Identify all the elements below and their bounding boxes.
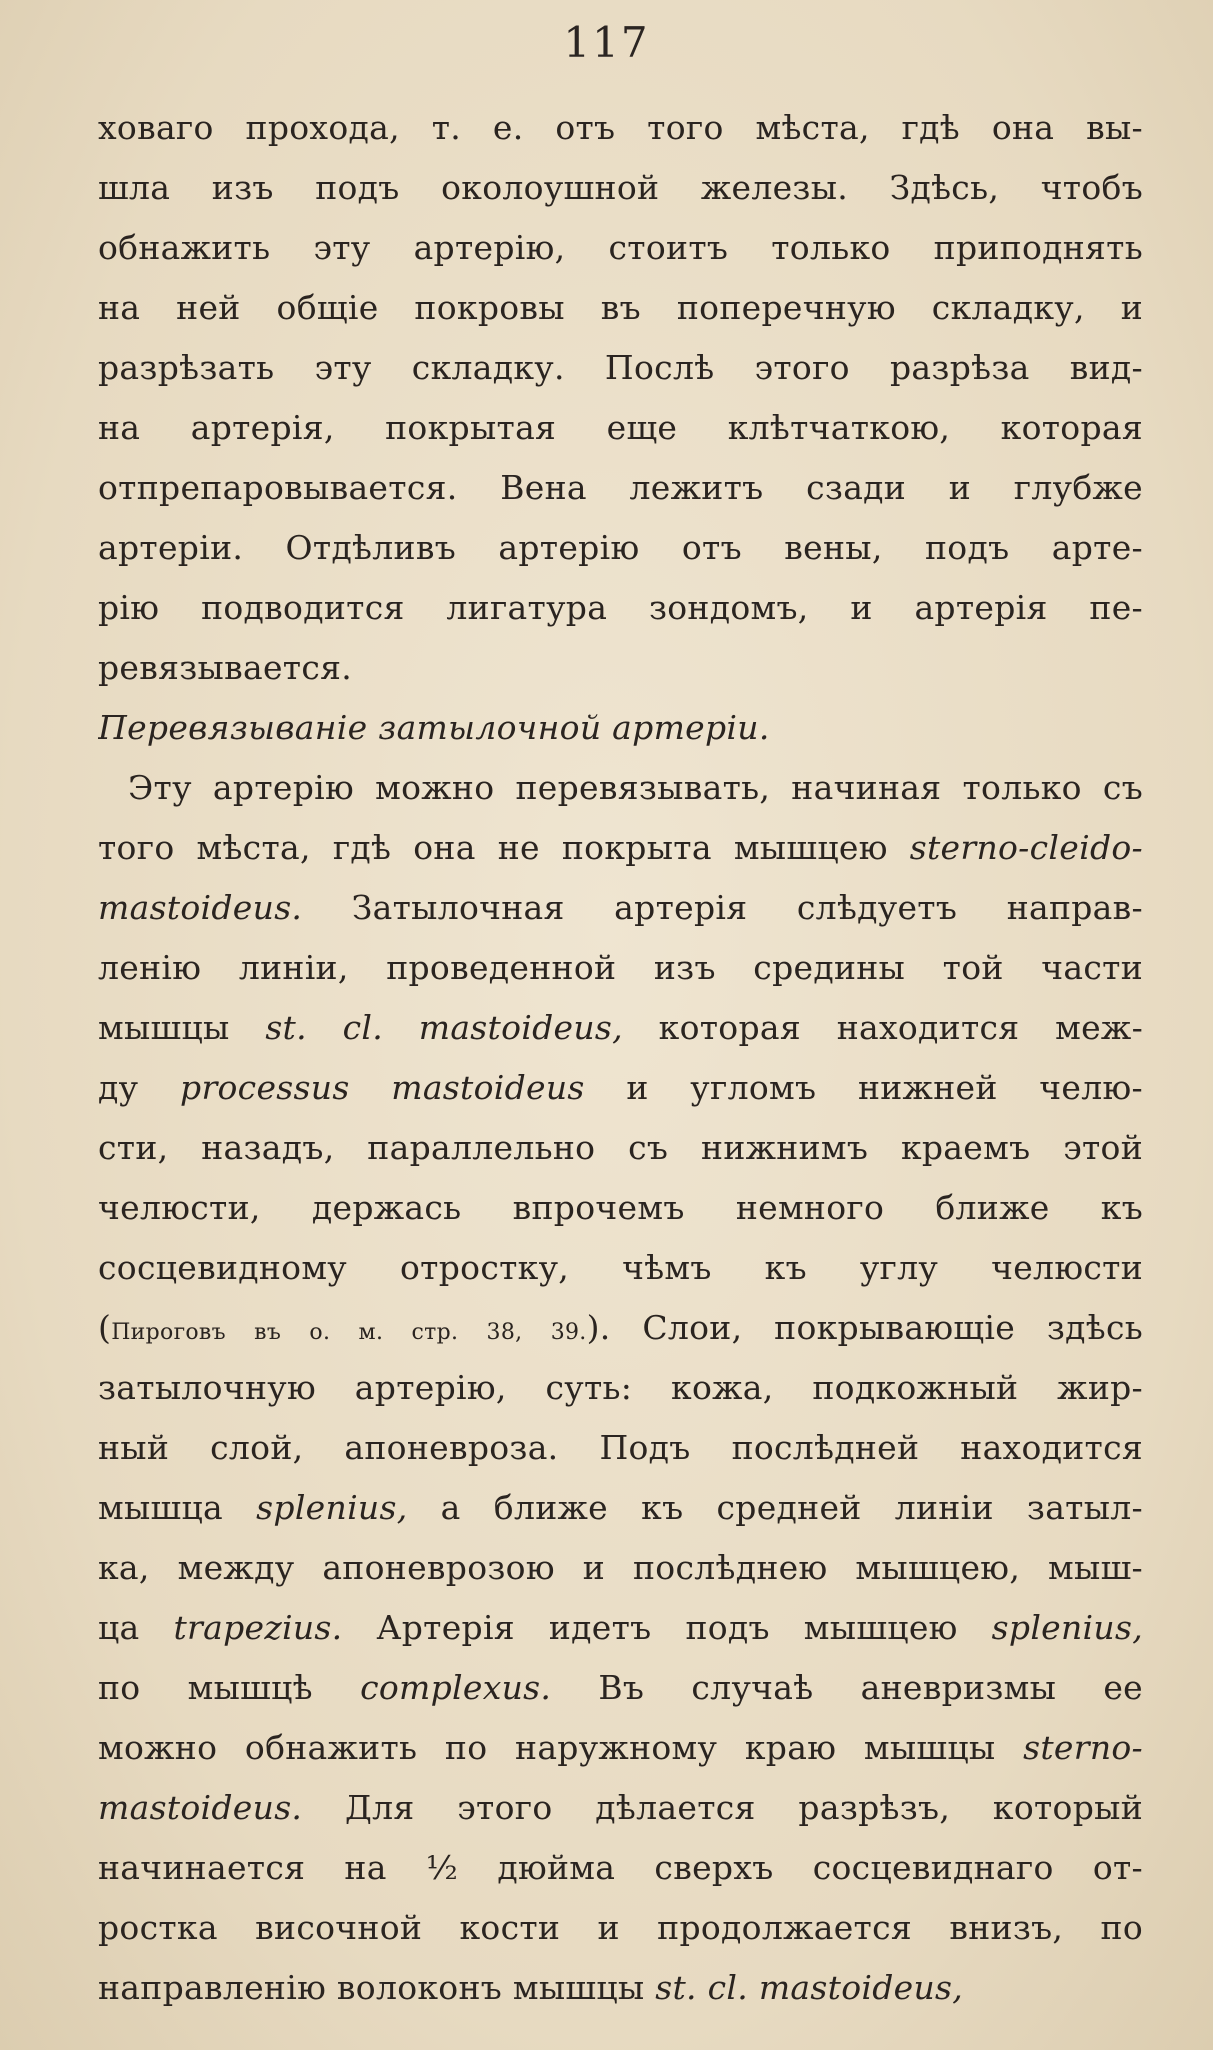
latin-term: splenius, (256, 1488, 408, 1527)
latin-term: sterno-cleido- (909, 828, 1143, 867)
text-run: ростка височной кости и продолжается внизъ, по (98, 1908, 1143, 1947)
text-run: того мѣста, гдѣ она не покрыта мышцею (98, 828, 910, 867)
body-text (98, 98, 1143, 2018)
text-line (98, 1178, 1143, 1238)
text-run: Перевязываніе затылочной артеріи. (98, 708, 770, 747)
text-line (98, 878, 1143, 938)
section-heading (98, 698, 1143, 758)
latin-term: splenius, (991, 1608, 1143, 1647)
text-run: а ближе къ средней линіи затыл- (407, 1488, 1143, 1527)
text-run: мышца (98, 1488, 257, 1527)
text-line (98, 338, 1143, 398)
text-line (98, 1358, 1143, 1418)
text-run: челюсти, держась впрочемъ немного ближе къ (98, 1188, 1143, 1227)
text-run: обнажить эту артерію, стоитъ только приподнять (98, 228, 1143, 267)
latin-term: mastoideus. (98, 1788, 303, 1827)
text-run: можно обнажить по наружному краю мышцы (98, 1728, 1024, 1767)
text-run: ный слой, апоневроза. Подъ послѣдней находится (98, 1428, 1143, 1467)
text-line (98, 1898, 1143, 1958)
text-run: начинается на ½ дюйма сверхъ сосцевиднаго от- (98, 1848, 1143, 1887)
latin-term: sterno- (1023, 1728, 1143, 1767)
text-run: Въ случаѣ аневризмы ее (551, 1668, 1143, 1707)
text-run: ховаго прохода, т. е. отъ того мѣста, гдѣ она вы- (98, 108, 1143, 147)
text-line (98, 158, 1143, 218)
text-line (98, 98, 1143, 158)
text-line (98, 218, 1143, 278)
text-line (98, 458, 1143, 518)
text-run: Артерія идетъ подъ мышцею (342, 1608, 992, 1647)
latin-term: st. cl. mastoideus, (655, 1968, 964, 2007)
text-line (98, 1238, 1143, 1298)
text-run: ца (98, 1608, 174, 1647)
text-run: ка, между апоневрозою и послѣднею мышцею, мыш- (98, 1548, 1143, 1587)
text-line (98, 1598, 1143, 1658)
text-run: ). Слои, покрывающіе здѣсь (586, 1308, 1143, 1347)
text-run: отпрепаровывается. Вена лежитъ сзади и глубже (98, 468, 1143, 507)
citation: Пироговъ въ о. м. стр. 38, 39. (111, 1320, 587, 1345)
text-line (98, 1538, 1143, 1598)
text-line (98, 1958, 1143, 2018)
text-run: сти, назадъ, параллельно съ нижнимъ краемъ этой (98, 1128, 1143, 1167)
page-number: 117 (563, 18, 650, 67)
text-line (98, 998, 1143, 1058)
text-run: Эту артерію можно перевязывать, начиная только съ (128, 768, 1143, 807)
text-run: и угломъ нижней челю- (584, 1068, 1143, 1107)
text-run: ( (98, 1308, 112, 1347)
text-line (98, 578, 1143, 638)
text-line (98, 1418, 1143, 1478)
text-line (98, 1658, 1143, 1718)
latin-term: mastoideus. (98, 888, 303, 927)
latin-term: complexus. (360, 1668, 552, 1707)
text-run: рію подводится лигатура зондомъ, и артерія пе- (98, 588, 1143, 627)
text-run: мышцы (98, 1008, 266, 1047)
text-run: направленію волоконъ мышцы (98, 1968, 656, 2007)
latin-term: st. cl. mastoideus, (265, 1008, 623, 1047)
text-run: шла изъ подъ околоушной железы. Здѣсь, чтобъ (98, 168, 1143, 207)
text-run: ленію линіи, проведенной изъ средины той части (98, 948, 1143, 987)
text-line (98, 518, 1143, 578)
text-line (98, 818, 1143, 878)
text-run: Для этого дѣлается разрѣзъ, который (302, 1788, 1143, 1827)
text-line (98, 1478, 1143, 1538)
text-line (98, 758, 1143, 818)
text-run: на артерія, покрытая еще клѣтчаткою, которая (98, 408, 1143, 447)
text-run: которая находится меж- (622, 1008, 1143, 1047)
text-line (98, 1118, 1143, 1178)
latin-term: processus mastoideus (180, 1068, 585, 1107)
text-line (98, 1058, 1143, 1118)
text-run: затылочную артерію, суть: кожа, подкожный жир- (98, 1368, 1143, 1407)
text-run: артеріи. Отдѣливъ артерію отъ вены, подъ арте- (98, 528, 1143, 567)
text-run: на ней общіе покровы въ поперечную складку, и (98, 288, 1143, 327)
text-run: ду (98, 1068, 181, 1107)
text-line (98, 398, 1143, 458)
text-run: ревязывается. (98, 648, 353, 687)
text-line (98, 1778, 1143, 1838)
text-line (98, 1298, 1143, 1358)
text-line (98, 1718, 1143, 1778)
text-run: по мышцѣ (98, 1668, 361, 1707)
text-run: сосцевидному отростку, чѣмъ къ углу челюсти (98, 1248, 1143, 1287)
text-line (98, 1838, 1143, 1898)
text-line (98, 938, 1143, 998)
text-run: Затылочная артерія слѣдуетъ направ- (302, 888, 1143, 927)
text-line (98, 278, 1143, 338)
text-run: разрѣзать эту складку. Послѣ этого разрѣза вид- (98, 348, 1143, 387)
text-line (98, 638, 1143, 698)
latin-term: trapezius. (173, 1608, 343, 1647)
